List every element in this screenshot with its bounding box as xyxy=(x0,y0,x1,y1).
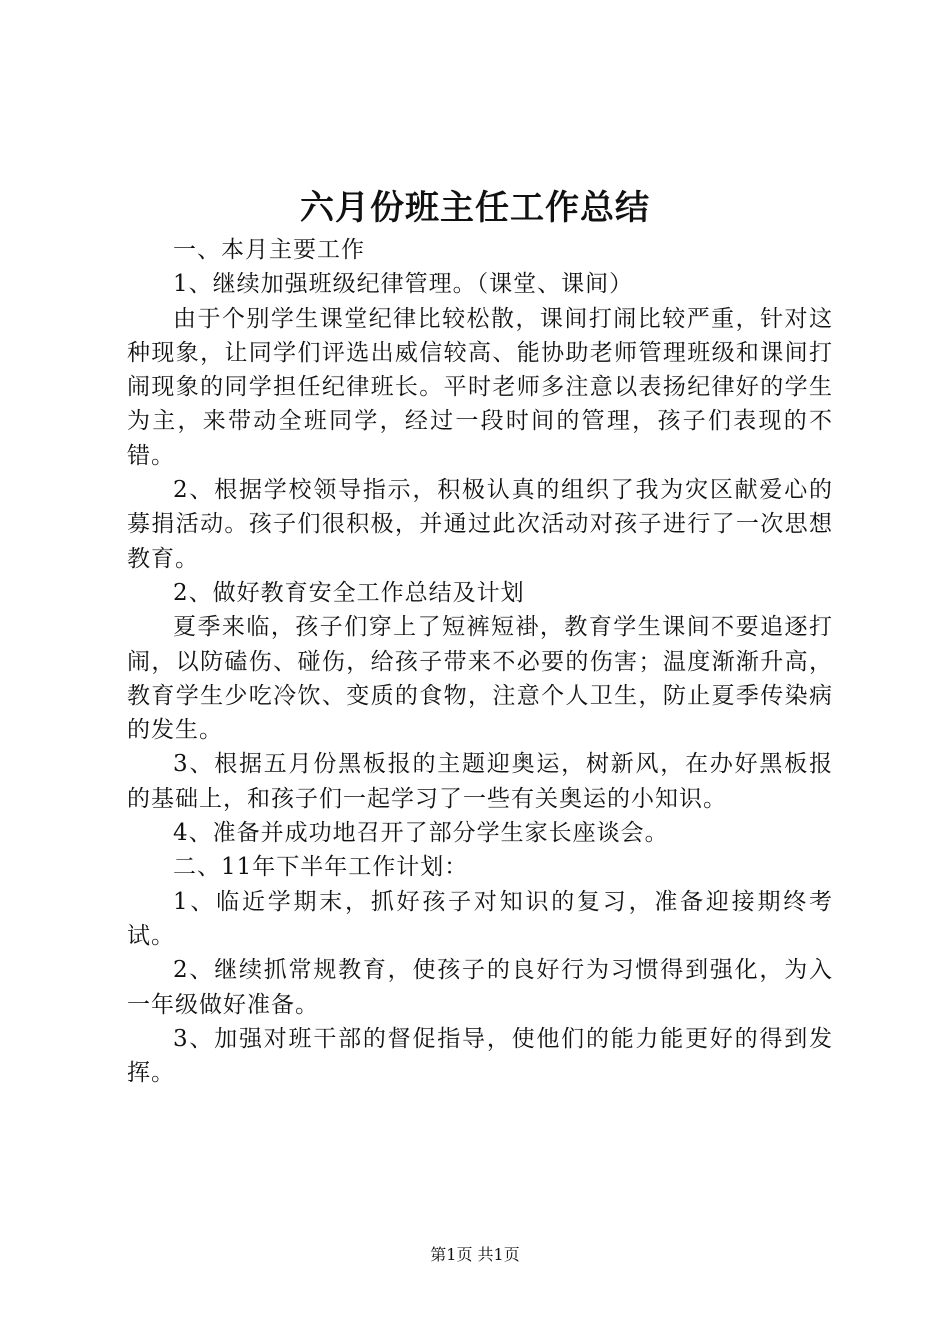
paragraph-discipline: 由于个别学生课堂纪律比较松散，课间打闹比较严重，针对这种现象，让同学们评选出威信较高、能协助老师管理班级和课间打闹现象的同学担任纪律班长。平时老师多注意以表扬纪律好的学生为主，来带动全班同学，经过一段时间的管理，孩子们表现的不错。 xyxy=(127,305,833,469)
item-blackboard: 3、根据五月份黑板报的主题迎奥运，树新风，在办好黑板报的基础上，和孩子们一起学习了一些有关奥运的小知识。 xyxy=(127,751,833,812)
paragraph-safety: 夏季来临，孩子们穿上了短裤短褂，教育学生课间不要追逐打闹，以防磕伤、碰伤，给孩子带来不必要的伤害；温度渐渐升高，教育学生少吃冷饮、变质的食物，注意个人卫生，防止夏季传染病的发生。 xyxy=(127,614,833,744)
section-heading-plan: 二、11年下半年工作计划： xyxy=(173,854,469,881)
document-body xyxy=(127,233,833,1090)
section-heading-main-work: 一、本月主要工作 xyxy=(173,237,365,263)
document-title: 六月份班主任工作总结 xyxy=(300,188,650,228)
plan-item-routine-education: 2、继续抓常规教育，使孩子的良好行为习惯得到强化，为入一年级做好准备。 xyxy=(127,957,833,1018)
item-parent-meeting: 4、准备并成功地召开了部分学生家长座谈会。 xyxy=(173,820,669,847)
plan-item-class-cadres: 3、加强对班干部的督促指导，使他们的能力能更好的得到发挥。 xyxy=(127,1025,833,1087)
item-safety-heading: 2、做好教育安全工作总结及计划 xyxy=(173,579,525,606)
item-discipline-heading: 1、继续加强班级纪律管理。（课堂、课间） xyxy=(173,271,634,298)
page-footer: 第1页 共1页 xyxy=(430,1245,520,1264)
item-donation: 2、根据学校领导指示，积极认真的组织了我为灾区献爱心的募捐活动。孩子们很积极，并通过此次活动对孩子进行了一次思想教育。 xyxy=(127,477,833,572)
plan-item-review: 1、临近学期末，抓好孩子对知识的复习，准备迎接期终考试。 xyxy=(127,888,833,949)
